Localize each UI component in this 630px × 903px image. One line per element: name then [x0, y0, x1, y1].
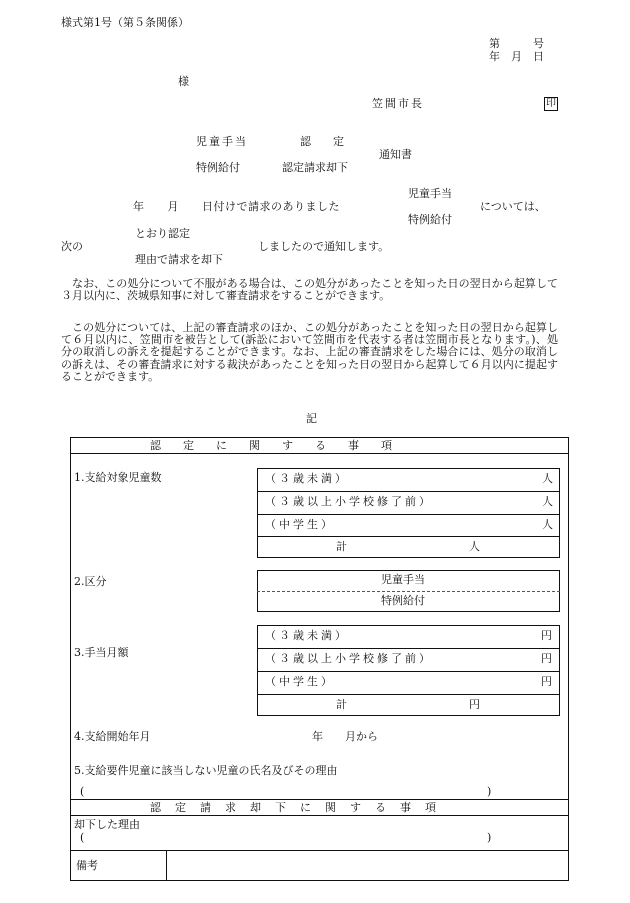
under3-row: （３歳未満）	[265, 472, 349, 485]
unit-person: 人	[542, 495, 553, 508]
title-rejection: 認定請求却下	[282, 161, 348, 174]
row-divider	[257, 648, 560, 649]
title-child-allowance: 児童手当	[196, 135, 248, 148]
appeal-paragraph: なお、この処分について不服がある場合は、この処分があったことを知った日の翌日から起算して３月以内に、茨城県知事に対して審査請求をすることができます。	[61, 277, 558, 303]
sender-name: 笠間市長	[372, 97, 424, 110]
document-number: 第 号	[489, 37, 544, 50]
unit-yen: 円	[541, 652, 552, 665]
row-divider	[257, 671, 560, 672]
approval-section-header: 認定に関する事項	[150, 439, 414, 452]
notice-rejected: 理由で請求を却下	[135, 253, 223, 266]
unit-yen: 円	[541, 629, 552, 642]
item5-label: 5.支給要件児童に該当しない児童の氏名及びその理由	[74, 764, 338, 777]
unit-yen: 円	[541, 675, 552, 688]
form-number: 様式第1号（第５条関係）	[61, 16, 189, 29]
junior-high-row: （中学生）	[265, 675, 335, 688]
preschool-row: （３歳以上小学校修了前）	[265, 495, 433, 508]
row-divider	[257, 536, 560, 537]
unit-person: 人	[542, 472, 553, 485]
under3-row: （３歳未満）	[265, 629, 349, 642]
table-divider	[70, 453, 569, 454]
notice-notified: しましたので通知します。	[258, 240, 390, 253]
item4-label: 4.支給開始年月	[74, 730, 151, 743]
notice-regarding: については、	[480, 200, 546, 213]
unit-person: 人	[469, 540, 480, 553]
addressee-suffix: 様	[178, 75, 189, 88]
row-divider	[257, 694, 560, 695]
row-divider	[257, 591, 560, 592]
option-child-allowance: 児童手当	[381, 573, 425, 586]
paren-open: (	[80, 831, 85, 844]
notice-next: 次の	[61, 240, 83, 253]
table-divider	[70, 850, 569, 851]
count-total-label: 計	[336, 540, 347, 553]
item1-label: 1.支給対象児童数	[74, 471, 162, 484]
paren-close: )	[487, 831, 492, 844]
unit-yen: 円	[469, 698, 480, 711]
rejection-section-header: 認定請求却下に関する事項	[150, 801, 450, 814]
row-divider	[257, 491, 560, 492]
seal-mark: 印	[546, 98, 556, 109]
preschool-row: （３歳以上小学校修了前）	[265, 652, 433, 665]
table-divider	[70, 815, 569, 816]
notice-request-date: 年 月 日付けで請求のありました	[133, 200, 340, 213]
option-special-benefit: 特例給付	[381, 594, 425, 607]
title-special-benefit: 特例給付	[196, 161, 240, 174]
row-divider	[257, 514, 560, 515]
paren-close: )	[487, 785, 492, 798]
paren-open: (	[80, 785, 85, 798]
rejection-reason-label: 却下した理由	[74, 818, 140, 831]
item3-label: 3.手当月額	[74, 646, 129, 659]
start-month-value: 年 月から	[312, 730, 378, 743]
issue-date: 年 月 日	[489, 50, 544, 63]
notice-child-allowance: 児童手当	[408, 187, 452, 200]
unit-person: 人	[542, 518, 553, 531]
title-notice: 通知書	[379, 148, 412, 161]
record-heading: 記	[306, 412, 317, 425]
lawsuit-paragraph: この処分については、上記の審査請求のほか、この処分があったことを知った日の翌日から起算して６月以内に、笠間市を被告として(訴訟において笠間市を代表する者は笠間市長となります。)、処分の取消しの訴えを提起することができます。なお、上記の審査請求をした場合には、処分の取消しの訴えは、その審査請求に対する裁決があったことを知った日の翌日から起算して６月以内に提起することができます。	[61, 321, 558, 383]
junior-high-row: （中学生）	[265, 518, 335, 531]
remarks-divider	[166, 850, 167, 881]
notice-approved: とおり認定	[135, 227, 190, 240]
notice-special-benefit: 特例給付	[408, 213, 452, 226]
table-divider	[70, 799, 569, 800]
remarks-label: 備考	[76, 859, 98, 872]
title-approval: 認 定	[300, 135, 344, 148]
amount-total-label: 計	[336, 698, 347, 711]
item2-label: 2.区分	[74, 575, 107, 588]
